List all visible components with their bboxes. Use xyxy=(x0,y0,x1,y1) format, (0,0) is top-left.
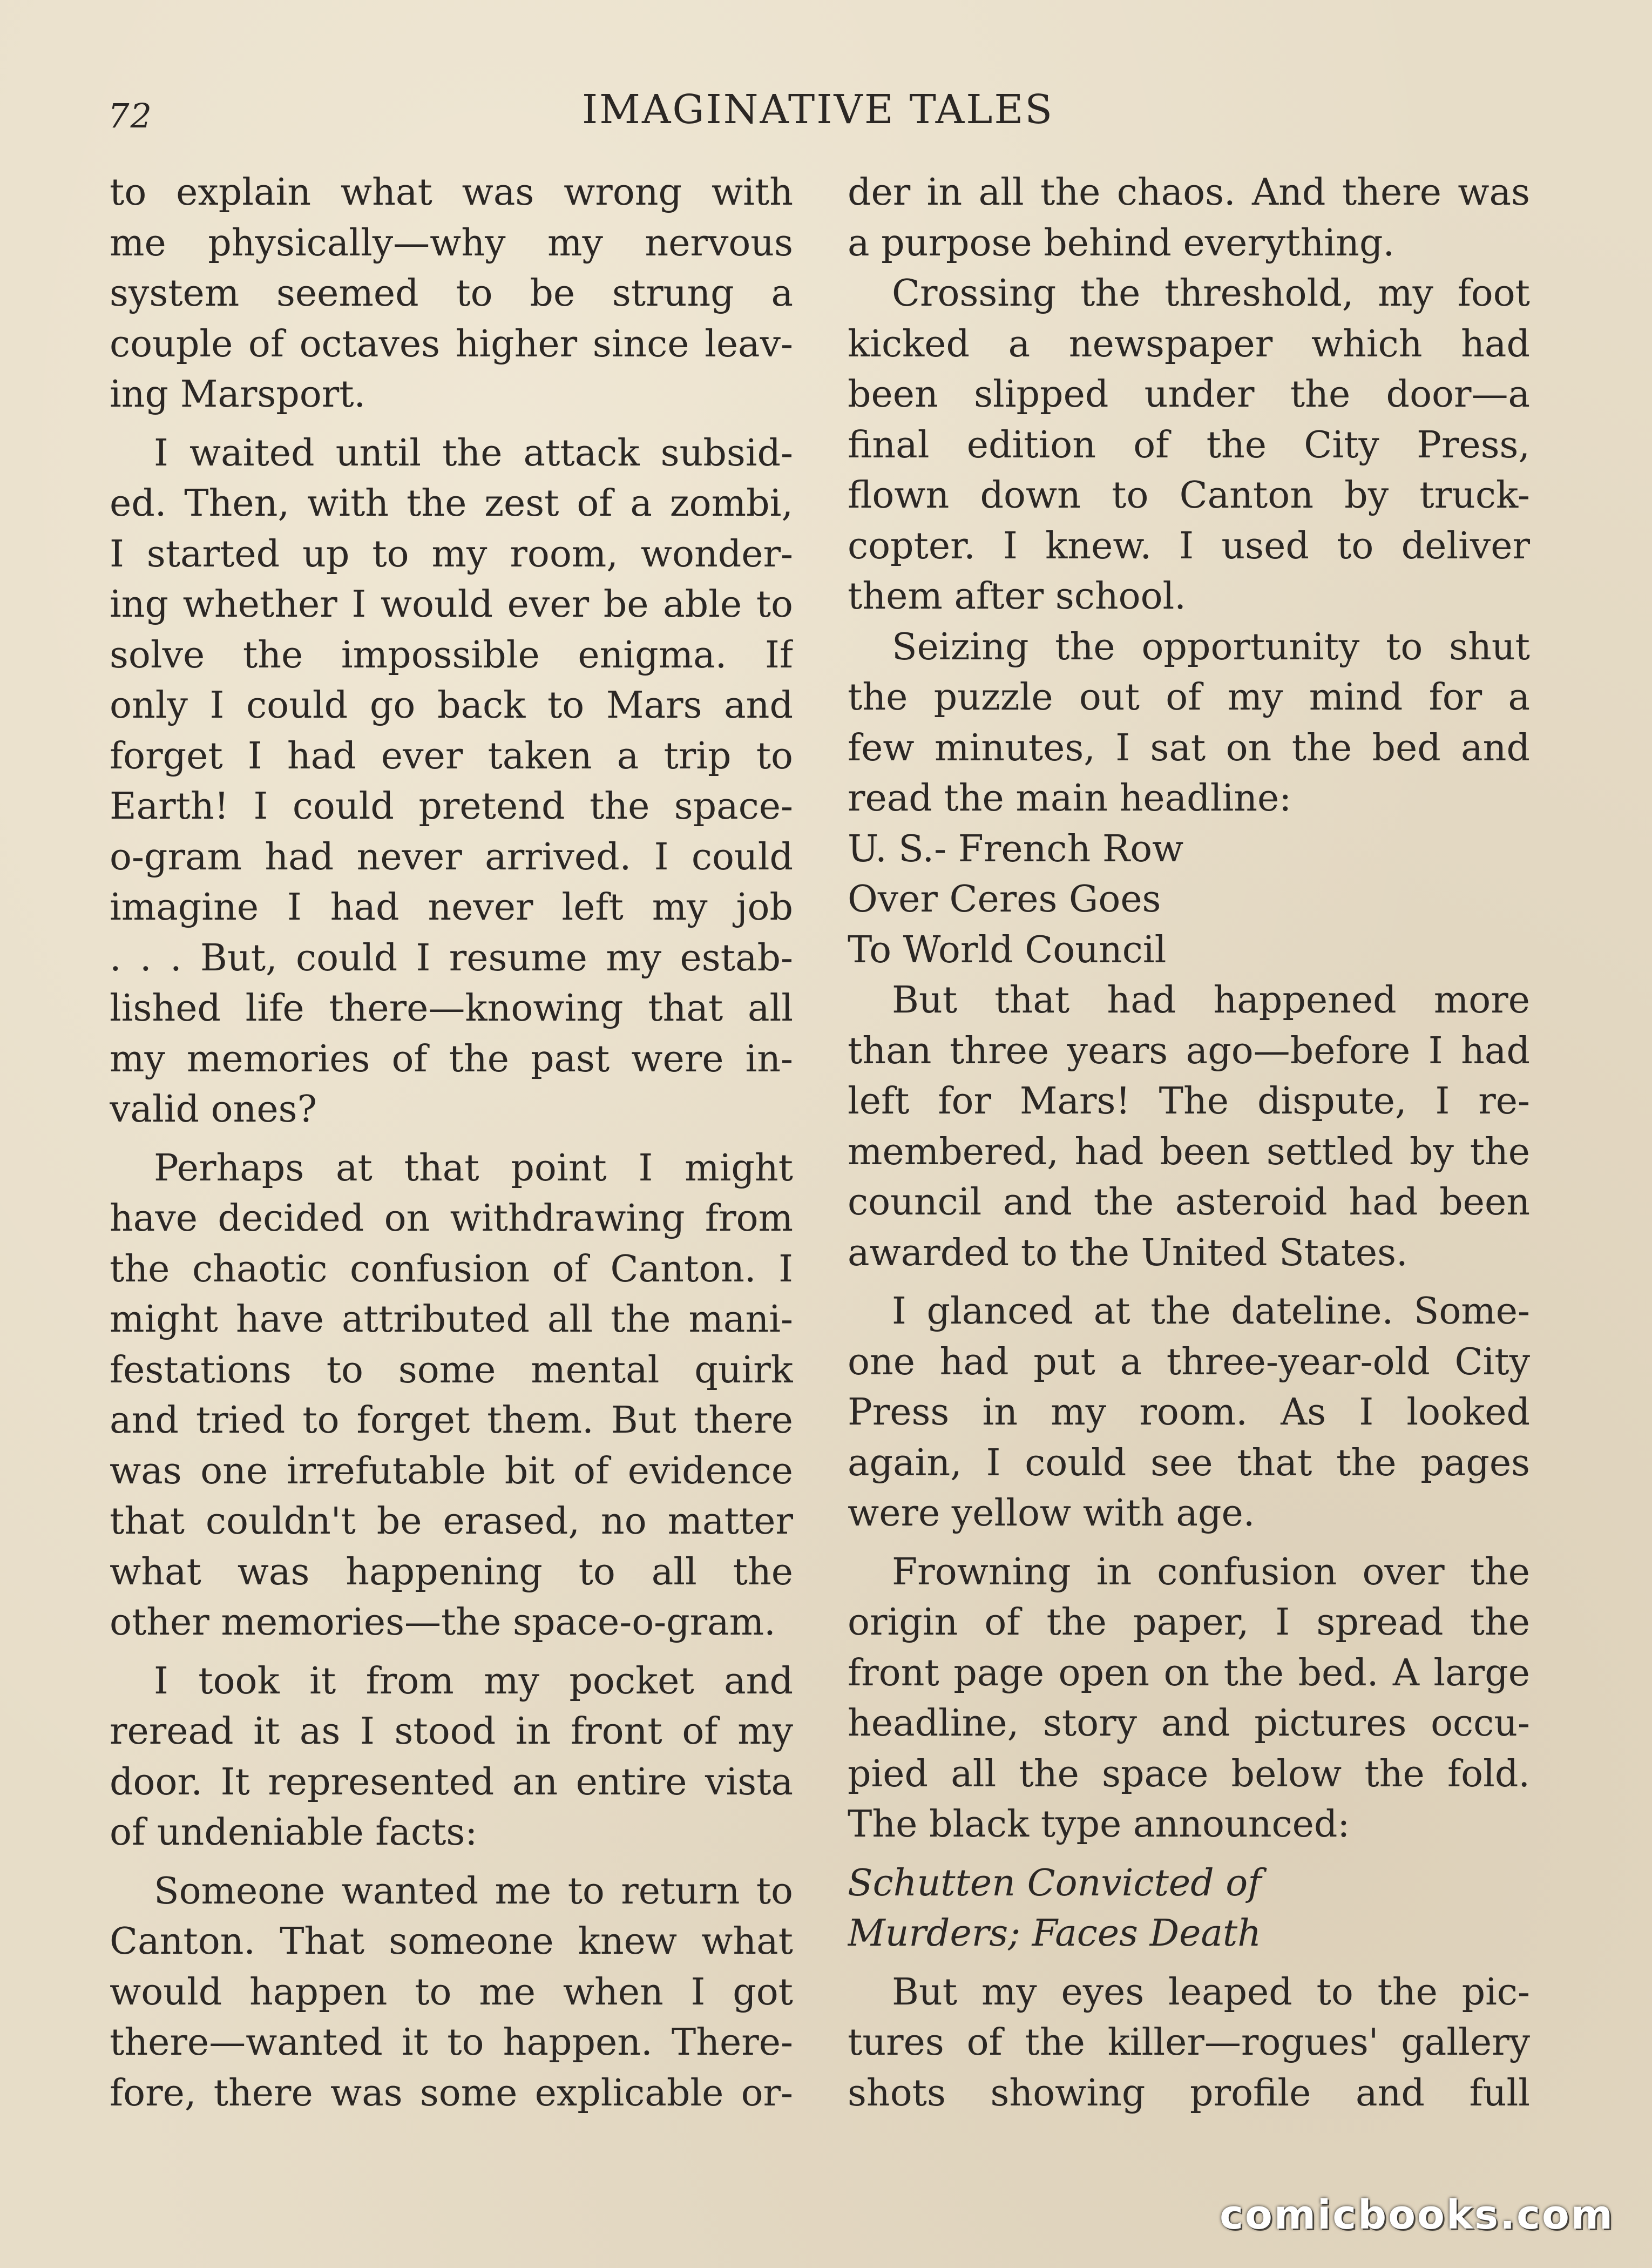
text-line: copter. I knew. I used to deliver xyxy=(848,524,1530,568)
text-line: tures of the killer—rogues' gallery xyxy=(848,2021,1530,2064)
text-line: Press in my room. As I looked xyxy=(848,1391,1530,1434)
text-line: that couldn't be erased, no matter xyxy=(110,1500,793,1543)
text-line: what was happening to all the xyxy=(110,1550,793,1594)
text-line: awarded to the United States. xyxy=(848,1231,1408,1274)
text-line: only I could go back to Mars and xyxy=(110,684,793,727)
text-line: Perhaps at that point I might xyxy=(154,1146,793,1190)
text-line: ing whether I would ever be able to xyxy=(110,583,793,626)
text-line: final edition of the City Press, xyxy=(848,423,1530,467)
text-line: few minutes, I sat on the bed and xyxy=(848,726,1530,770)
text-line: I started up to my room, wonder- xyxy=(110,532,793,576)
text-line: and tried to forget them. But there xyxy=(110,1399,793,1442)
running-head xyxy=(108,81,1528,140)
text-line: ed. Then, with the zest of a zombi, xyxy=(110,482,793,525)
text-line: Seizing the opportunity to shut xyxy=(892,625,1530,669)
text-line: Earth! I could pretend the space- xyxy=(110,785,793,828)
headline-line: Over Ceres Goes xyxy=(848,878,1161,921)
italic-headline-line: Schutten Convicted of xyxy=(848,1861,1262,1905)
text-line: . . . But, could I resume my estab- xyxy=(110,936,793,980)
text-line: front page open on the bed. A large xyxy=(848,1651,1530,1695)
text-line: But my eyes leaped to the pic- xyxy=(892,1970,1530,2014)
text-line: left for Mars! The dispute, I re- xyxy=(848,1080,1530,1123)
text-line: of undeniable facts: xyxy=(110,1811,478,1854)
text-line: other memories—the space-o-gram. xyxy=(110,1601,776,1644)
text-line: lished life there—knowing that all xyxy=(110,987,793,1030)
text-line: festations to some mental quirk xyxy=(110,1348,793,1392)
text-line: the puzzle out of my mind for a xyxy=(848,676,1530,719)
text-line: headline, story and pictures occu- xyxy=(848,1702,1530,1745)
text-line: them after school. xyxy=(848,575,1186,618)
headline-line: U. S.- French Row xyxy=(848,827,1184,870)
watermark: comicbooks.com xyxy=(1220,2192,1614,2238)
text-line: might have attributed all the mani- xyxy=(110,1298,793,1341)
text-line: have decided on withdrawing from xyxy=(110,1197,793,1240)
text-line: door. It represented an entire vista xyxy=(110,1760,793,1804)
left-column xyxy=(110,167,793,2118)
text-line: imagine I had never left my job xyxy=(110,886,793,929)
text-line: valid ones? xyxy=(110,1088,317,1131)
text-line: The black type announced: xyxy=(848,1803,1350,1846)
text-line: one had put a three-year-old City xyxy=(848,1340,1530,1383)
text-line: pied all the space below the fold. xyxy=(848,1752,1530,1796)
text-line: reread it as I stood in front of my xyxy=(110,1710,793,1753)
text-line: again, I could see that the pages xyxy=(848,1441,1530,1484)
page-number: 72 xyxy=(108,96,153,136)
text-line: Someone wanted me to return to xyxy=(154,1869,793,1913)
text-line: were yellow with age. xyxy=(848,1492,1255,1535)
text-line: there—wanted it to happen. There- xyxy=(110,2021,793,2064)
right-column xyxy=(848,167,1530,2118)
text-line: origin of the paper, I spread the xyxy=(848,1601,1530,1644)
italic-headline-line: Murders; Faces Death xyxy=(848,1912,1261,1955)
headline-line: To World Council xyxy=(848,928,1167,971)
text-line: read the main headline: xyxy=(848,777,1292,820)
text-line: would happen to me when I got xyxy=(110,1970,793,2014)
text-line: flown down to Canton by truck- xyxy=(848,474,1530,517)
text-line: I glanced at the dateline. Some- xyxy=(892,1290,1530,1333)
text-line: to explain what was wrong with xyxy=(110,171,793,214)
text-line: o-gram had never arrived. I could xyxy=(110,835,793,879)
text-line: couple of octaves higher since leav- xyxy=(110,322,793,366)
text-line: shots showing profile and full xyxy=(848,2071,1530,2115)
text-line: me physically—why my nervous xyxy=(110,221,793,265)
text-line: der in all the chaos. And there was xyxy=(848,171,1530,214)
magazine-title: IMAGINATIVE TALES xyxy=(581,86,1054,133)
text-line: Crossing the threshold, my foot xyxy=(892,272,1530,315)
text-line: fore, there was some explicable or- xyxy=(110,2071,793,2115)
text-line: was one irrefutable bit of evidence xyxy=(110,1449,793,1493)
text-line: a purpose behind everything. xyxy=(848,221,1395,265)
text-line: been slipped under the door—a xyxy=(848,373,1530,416)
text-line: ing Marsport. xyxy=(110,373,366,416)
text-line: Canton. That someone knew what xyxy=(110,1920,793,1963)
text-line: I waited until the attack subsid- xyxy=(154,431,793,475)
text-line: membered, had been settled by the xyxy=(848,1130,1530,1173)
text-line: than three years ago—before I had xyxy=(848,1029,1530,1072)
text-line: Frowning in confusion over the xyxy=(892,1550,1530,1594)
text-line: kicked a newspaper which had xyxy=(848,322,1530,366)
text-line: forget I had ever taken a trip to xyxy=(110,734,793,778)
text-line: I took it from my pocket and xyxy=(154,1659,793,1703)
text-line: my memories of the past were in- xyxy=(110,1037,793,1081)
text-line: the chaotic confusion of Canton. I xyxy=(110,1247,793,1291)
text-line: But that had happened more xyxy=(892,979,1530,1022)
text-line: council and the asteroid had been xyxy=(848,1181,1530,1224)
text-line: system seemed to be strung a xyxy=(110,272,793,315)
text-line: solve the impossible enigma. If xyxy=(110,633,793,677)
